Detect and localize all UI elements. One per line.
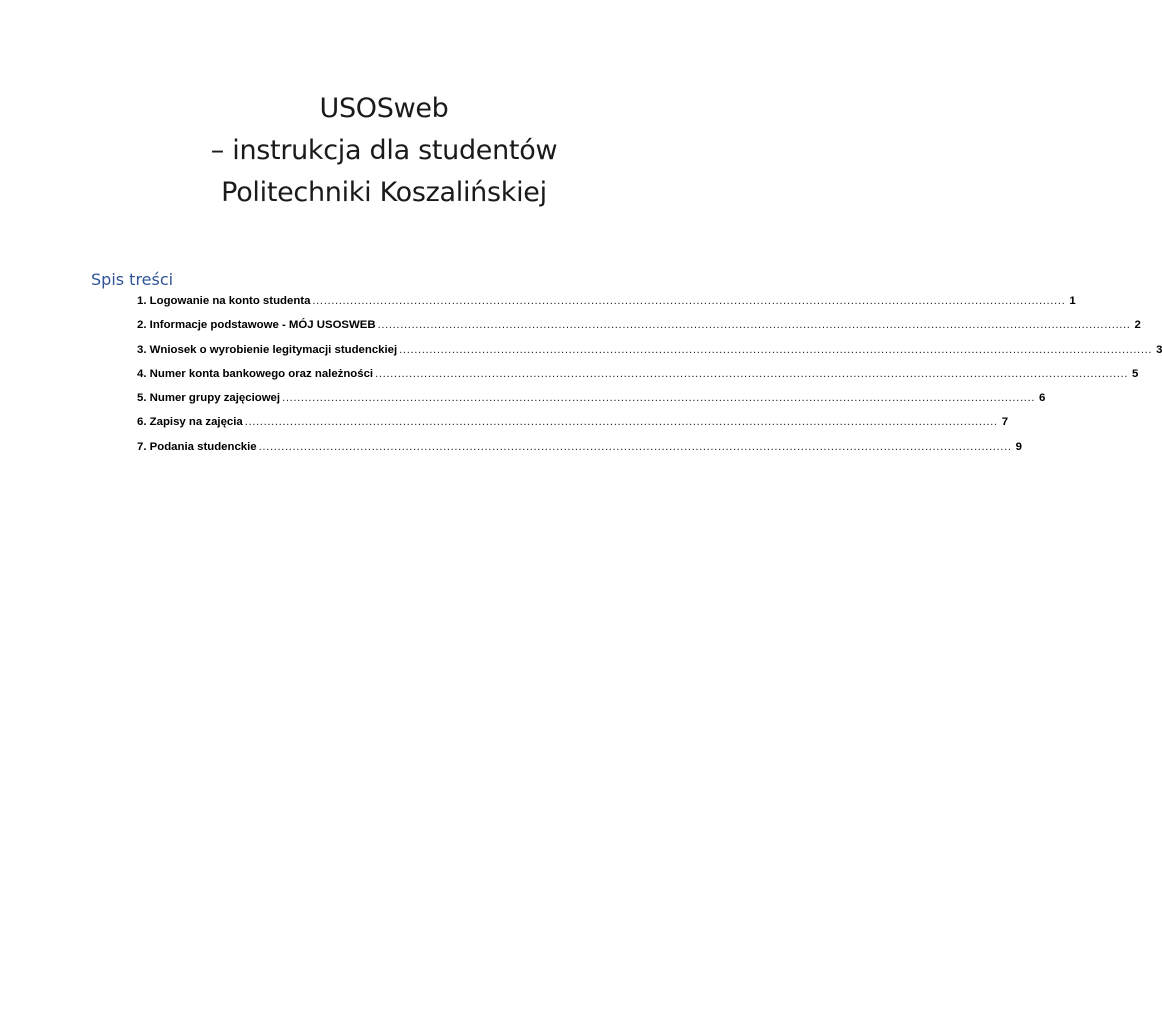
toc-dot-leader: ........................................................................................................................................................................................................ xyxy=(375,367,1129,380)
toc-entry[interactable] xyxy=(137,295,1076,319)
toc-entry-label[interactable]: 1. Logowanie na konto studenta xyxy=(137,295,311,307)
table-of-contents xyxy=(137,295,1162,465)
toc-entry[interactable] xyxy=(137,440,1022,465)
toc-page-number[interactable]: 5 xyxy=(1132,367,1139,380)
toc-entry[interactable] xyxy=(137,343,1162,368)
toc-entry-label[interactable]: 2. Informacje podstawowe - MÓJ USOSWEB xyxy=(137,319,376,332)
toc-entry-label[interactable]: 6. Zapisy na zajęcia xyxy=(137,416,243,429)
toc-entry-label[interactable]: 3. Wniosek o wyrobienie legitymacji studenckiej xyxy=(137,343,398,356)
title-line-3: Politechniki Koszalińskiej xyxy=(221,177,547,208)
title-line-2: – instrukcja dla studentów xyxy=(210,135,558,166)
toc-page-number[interactable]: 3 xyxy=(1156,343,1162,356)
toc-dot-leader: ........................................................................................................................................................................................................ xyxy=(312,295,1066,307)
toc-entry[interactable] xyxy=(137,367,1139,392)
toc-page-number[interactable]: 6 xyxy=(1039,392,1046,405)
toc-entry-label[interactable]: 4. Numer konta bankowego oraz należności xyxy=(137,367,374,380)
toc-dot-leader: ........................................................................................................................................................................................................ xyxy=(258,440,1012,453)
toc-entry-label[interactable]: 7. Podania studenckie xyxy=(137,440,257,453)
toc-page-number[interactable]: 1 xyxy=(1069,295,1076,307)
toc-dot-leader: ........................................................................................................................................................................................................ xyxy=(244,416,998,429)
toc-heading: Spis treści xyxy=(91,270,174,289)
toc-dot-leader: ........................................................................................................................................................................................................ xyxy=(377,319,1131,332)
toc-entry-label[interactable]: 5. Numer grupy zajęciowej xyxy=(137,392,281,405)
toc-entry[interactable] xyxy=(137,416,1009,440)
toc-entry[interactable] xyxy=(137,392,1046,416)
toc-entry[interactable] xyxy=(137,319,1141,343)
document-title xyxy=(0,88,768,214)
toc-page-number[interactable]: 9 xyxy=(1015,440,1022,453)
title-line-1: USOSweb xyxy=(319,93,449,124)
toc-dot-leader: ........................................................................................................................................................................................................ xyxy=(282,392,1035,405)
toc-page-number[interactable]: 7 xyxy=(1001,416,1009,429)
toc-dot-leader: ........................................................................................................................................................................................................ xyxy=(399,343,1153,356)
toc-page-number[interactable]: 2 xyxy=(1134,319,1141,332)
